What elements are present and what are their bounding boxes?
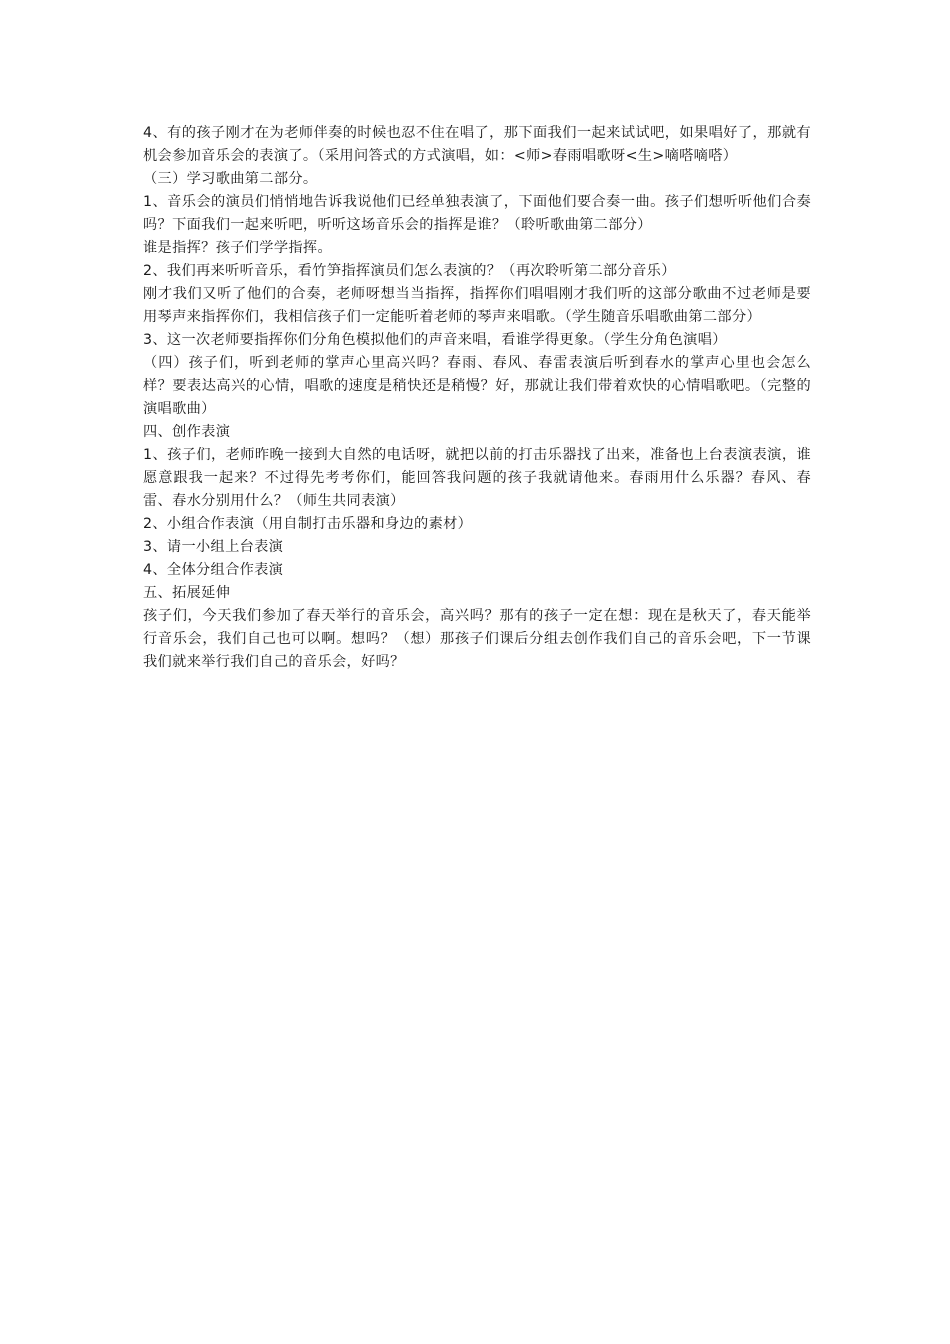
paragraph-percussion-instruments: 1、孩子们，老师昨晚一接到大自然的电话呀，就把以前的打击乐器找了出来，准备也上台表演表演，谁愿意跟我一起来？不过得先考考你们，能回答我问题的孩子我就请他来。春雨用什么乐器？春风、春雷、春水分别用什么？（师生共同表演） bbox=[143, 447, 811, 509]
paragraph-role-singing: 3、这一次老师要指挥你们分角色模拟他们的声音来唱，看谁学得更象。（学生分角色演唱） bbox=[143, 332, 727, 348]
section-heading-extension: 五、拓展延伸 bbox=[143, 585, 231, 601]
paragraph-who-is-conductor: 谁是指挥？孩子们学学指挥。 bbox=[143, 240, 332, 256]
paragraph-singing-practice: 4、有的孩子刚才在为老师伴奏的时候也忍不住在唱了，那下面我们一起来试试吧，如果唱好了，那就有机会参加音乐会的表演了。（采用问答式的方式演唱，如：<师>春雨唱歌呀<生>嘀嗒嘀嗒） bbox=[143, 125, 811, 164]
paragraph-group-on-stage: 3、请一小组上台表演 bbox=[143, 539, 284, 555]
section-heading-creative-performance: 四、创作表演 bbox=[143, 424, 231, 440]
paragraph-whole-class: 4、全体分组合作表演 bbox=[143, 562, 284, 578]
paragraph-happy-singing: （四）孩子们，听到老师的掌声心里高兴吗？春雨、春风、春雷表演后听到春水的掌声心里也会怎么样？要表达高兴的心情，唱歌的速度是稍快还是稍慢？好，那就让我们带着欢快的心情唱歌吧。（完整的演唱歌曲） bbox=[143, 355, 811, 417]
document-body bbox=[143, 122, 811, 674]
paragraph-ensemble-listening: 1、音乐会的演员们悄悄地告诉我说他们已经单独表演了，下面他们要合奏一曲。孩子们想听听他们合奏吗？下面我们一起来听吧，听听这场音乐会的指挥是谁？（聆听歌曲第二部分） bbox=[143, 194, 811, 233]
paragraph-listen-again: 2、我们再来听听音乐，看竹笋指挥演员们怎么表演的？（再次聆听第二部分音乐） bbox=[143, 263, 676, 279]
paragraph-teacher-conducts: 刚才我们又听了他们的合奏，老师呀想当当指挥，指挥你们唱唱刚才我们听的这部分歌曲不过老师是要用琴声来指挥你们，我相信孩子们一定能听着老师的琴声来唱歌。（学生随音乐唱歌曲第二部分） bbox=[143, 286, 811, 325]
paragraph-group-performance: 2、小组合作表演（用自制打击乐器和身边的素材） bbox=[143, 516, 473, 532]
paragraph-closing: 孩子们，今天我们参加了春天举行的音乐会，高兴吗？那有的孩子一定在想：现在是秋天了，春天能举行音乐会，我们自己也可以啊。想吗？（想）那孩子们课后分组去创作我们自己的音乐会吧，下一节课我们就来举行我们自己的音乐会，好吗？ bbox=[143, 608, 811, 670]
section-heading-learn-part-two: （三）学习歌曲第二部分。 bbox=[143, 171, 318, 187]
